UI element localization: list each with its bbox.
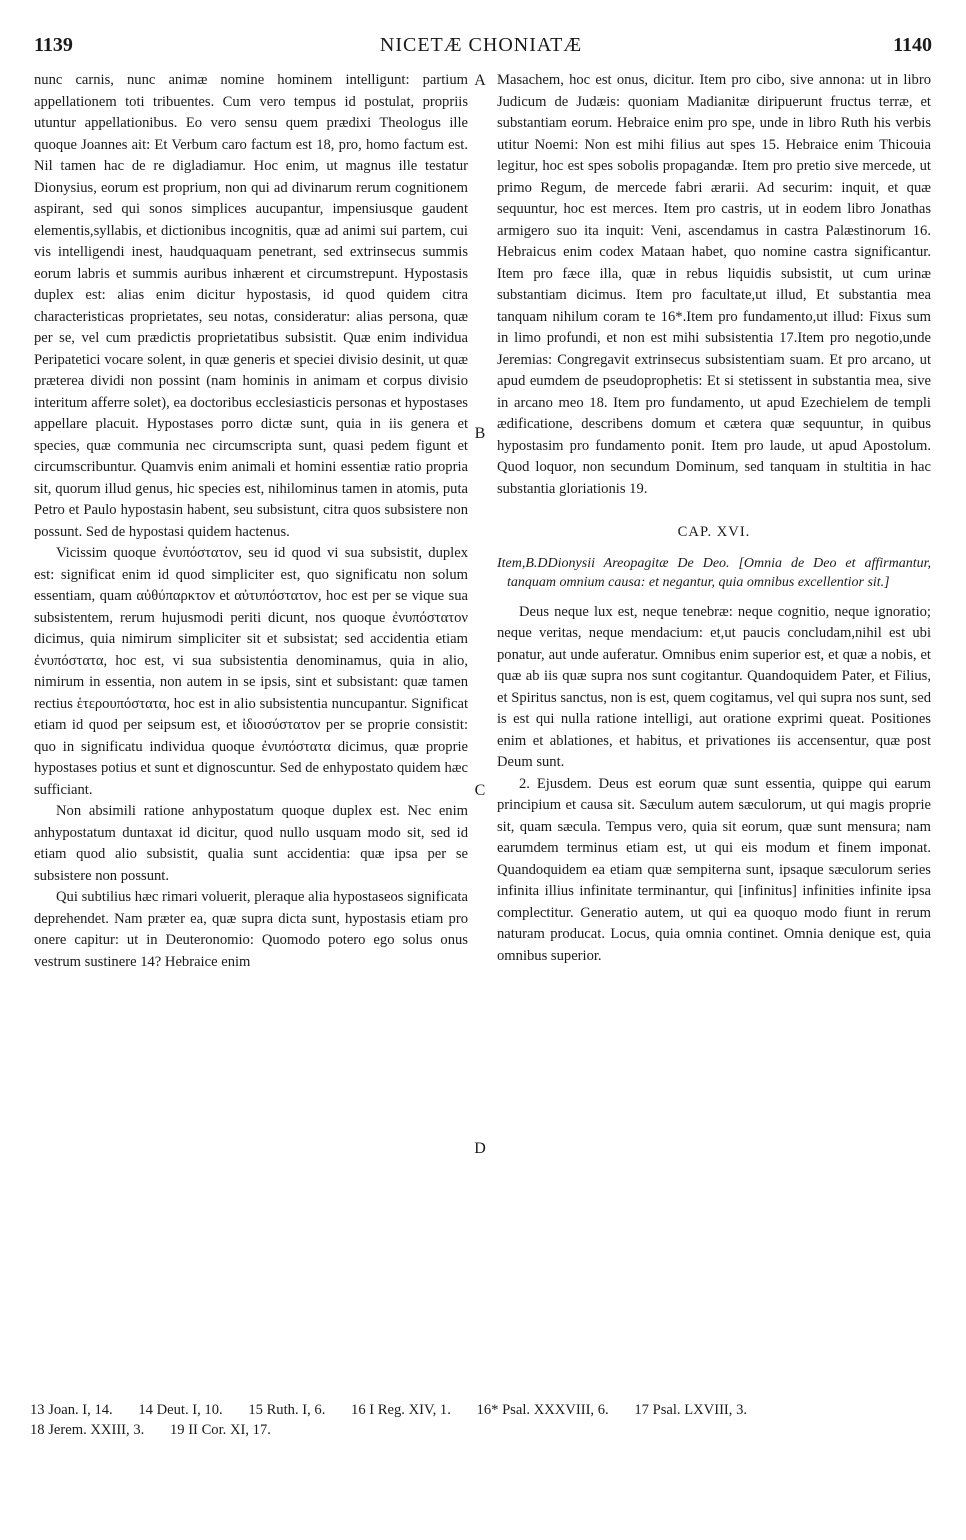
page-header bbox=[30, 34, 932, 62]
paragraph: Deus neque lux est, neque tenebræ: neque cognitio, neque ignoratio; neque veritas, neque mendacium: et,ut paucis concludam,nihil est ubi ponatur, aut unde auferatur. Omnibus enim superior est, et quæ a nobis, et quæ ab iis quæ supra nos sunt cogitantur. Quandoquidem Pater, et Filius, et Spiritus sanctus, non is est, quem cogitamus, vel qui supra nos sunt, sed is est qui nulla ratione intelligi, aut oratione exprimi queat. Positiones enim et ablationes, et habitus, et privationes iis accensentur, quæ post Deum sunt. bbox=[497, 603, 931, 770]
footnote: 13 Joan. I, 14. bbox=[30, 1402, 113, 1418]
paragraph: Qui subtilius hæc rimari voluerit, pleraque alia hypostaseos significata deprehendet. Nam præter ea, quæ supra dicta sunt, hypostasis etiam pro onere capitur: ut in Deuteronomio: Quomodo potero ego solus onus vestrum sustinere 14? Hebraice enim bbox=[34, 889, 468, 970]
paragraph: 2. Ejusdem. Deus est eorum quæ sunt essentia, quippe qui earum principium et causa sit. Sæculum autem sæculorum, ut qui magis proprie sit, quam sæcula. Tempus vero, quia sit eorum, quæ sunt mensura; nam earumdem terminus etiam est, ut qui eis modum et finem imponat. Quandoquidem ea etiam quæ sempiterna sunt, ipsaque sæculorum series infinita illius infinitate terminantur, qui [infinitus] infinities infinite ipsa complectitur. Generatio autem, ut qui ea quoquo modo fiunt in rerum naturam producat. Locus, quia omnia continet. Omnia denique est, quia omnibus superior. bbox=[497, 775, 931, 964]
footnotes bbox=[30, 1400, 932, 1440]
footnote-line bbox=[30, 1420, 932, 1440]
running-title: NICETÆ CHONIATÆ bbox=[379, 34, 583, 56]
margin-marker-b: B bbox=[474, 425, 486, 442]
footnote: 14 Deut. I, 10. bbox=[138, 1402, 223, 1418]
chapter-title: CAP. XVI. bbox=[677, 524, 751, 540]
margin-marker-a: A bbox=[474, 72, 486, 89]
paragraph: Masachem, hoc est onus, dicitur. Item pro cibo, sive annona: ut in libro Judicum de Judæis: quoniam Madianitæ diripuerunt fructus terræ, et substantiam eorum. Hebraice enim pro spe, unde in libro Ruth his verbis utitur Noemi: Non est mihi filius aut spes 15. Hebraice enim Thicouia legitur, hoc est spes sobolis propagandæ. Item pro pretio sive mercede, ut primo Regum, de mercede fabri ærarii. Ad securim: inquit, et quæ sequuntur, hoc est merces. Item pro castris, ut in eodem libro Jonathas armigero suo ita inquit: Veni, ascendamus in castra Palæstinorum 16. Hebraicus enim codex Mataan habet, quo nomine castra significantur. Item pro fæce illa, quæ in rebus liquidis subsistit, ut cum urinæ substantiam dicimus. Item pro facultate,ut illud, Et substantia mea tanquam nihilum coram te 16*.Item pro fundamento,ut illud: Fixus sum in limo profundi, et non est mihi subsistentia 17.Item pro negotio,unde Jeremias: Congregavit extrinsecus subsistentiam suam. Et pro arcano, ut apud eumdem de pseudoprophetis: Et si stetissent in substantia mea, sive in arcano meo 18. Item pro fundamento, ut apud Ezechielem de templi ædificatione, describens domum et cætera quæ sequuntur, in quibus hypostasim pro fundamento ponit. Item pro laude, ut apud Apostolum. Quod loquor, non secundum Dominum, sed tanquam in stultitia in hac substantia gloriationis 19. bbox=[497, 72, 931, 497]
margin-marker-d: D bbox=[474, 1140, 486, 1157]
left-column bbox=[34, 70, 468, 973]
footnote: 16* Psal. XXXVIII, 6. bbox=[476, 1402, 609, 1418]
paragraph: Vicissim quoque ἐνυπόστατον, seu id quod vi sua subsistit, duplex est: significat enim id quod simpliciter est, quo significatu non solum essentiam, quam αὐθύπαρκτον et αὐτυπόστατον, hoc est per se vique sua subsistentem, rerum hujusmodi periti dicunt, nos quoque ἐνυπόστατον dicimus, quia nimirum simpliciter sit et subsistat; sed accidentia etiam ἐνυπόστατα, hoc est, vi sua subsistentia denominamus, quia in alio, nimirum in essentia, non autem in se ipsis, sint et subsistant: quæ tamen rectius ἑτερουπόστατα, hoc est in alio subsistentia nuncupantur. Significat etiam id quod per seipsum est, et ἰδιοσύστατον per se proprie consistit: quo in significatu individua quoque ἐνυπόστατα dicimus, quæ proprie hypostases potius et sunt et dignoscuntur. Sed de enhypostato quidem hæc sufficiant. bbox=[34, 545, 468, 798]
footnote: 17 Psal. LXVIII, 3. bbox=[634, 1402, 748, 1418]
paragraph: Non absimili ratione anhypostatum quoque duplex est. Nec enim anhypostatum duntaxat id dicitur, quod nullo usquam modo sit, sed id etiam quod alio subsistit, qualia sunt accidentia: quæ ipsa per se subsistere non possunt. bbox=[34, 803, 468, 884]
page-number-left: 1139 bbox=[34, 34, 73, 56]
paragraph: nunc carnis, nunc animæ nomine hominem intelligunt: partium appellationem toti tribuentes. Cum vero tempus id postulat, propriis utuntur appellationibus. Eo vero sensu quem prædixi Theologus ille quoque Joannes ait: Et Verbum caro factum est 18, pro, homo factum est. Nil tamen hac de re digladiamur. Hoc enim, ut magnus ille testatur Dionysius, eorum est proprium, non qui ad divinarum rerum cognitionem aspirant, sed qui sonos simplices aucupantur, impensiusque gaudent elementis,syllabis, et dictionibus incognitis, quæ ad animi sui partem, cui vis intelligendi inest, haudquaquam penetrant, sed extrinsecus summis eorum labris et summis auribus inhærent et circumstrepunt. Hypostasis duplex est: alias enim dicitur hypostasis, id quod quidem citra characteristicas proprietates, seu notas, consideratur: alias persona, quæ per se, vel cum prædictis proprietatibus subsistit. Quæ enim individua Peripatetici vocare solent, in quæ generis et speciei divisio desinit, ut quæ præterea dividi non possint (nam hominis in animam et corpus divisio interitum afferre solet), ea doctoribus ecclesiasticis personas et hypostases appellare placuit. Hypostases porro dictæ sunt, quia in iis genera et species, quæ communia nec circumscripta sunt, quasi pedem figunt et circumscribuntur. Quamvis enim animali et homini essentiæ ratio propria sit, quorum illud genus, hic species est, nihilominus tamen in atomis, puta Petro et Paulo hypostasin habent, seu subsistunt, citra quos subsistere non possunt. Sed de hypostasi quidem hactenus. bbox=[34, 72, 468, 540]
footnote: 19 II Cor. XI, 17. bbox=[169, 1422, 271, 1438]
right-column bbox=[497, 70, 931, 967]
footnote: 15 Ruth. I, 6. bbox=[248, 1402, 326, 1418]
footnote: 18 Jerem. XXIII, 3. bbox=[30, 1422, 145, 1438]
margin-marker-c: C bbox=[474, 782, 486, 799]
footnote-line bbox=[30, 1400, 932, 1420]
chapter-heading: Item,B.DDionysii Areopagitæ De Deo. [Omnia de Deo et affirmantur, tanquam omnium causa: et negantur, quia omnibus excellentior sit.] bbox=[497, 555, 931, 590]
footnote: 16 I Reg. XIV, 1. bbox=[351, 1402, 451, 1418]
page-number-right: 1140 bbox=[893, 34, 932, 56]
